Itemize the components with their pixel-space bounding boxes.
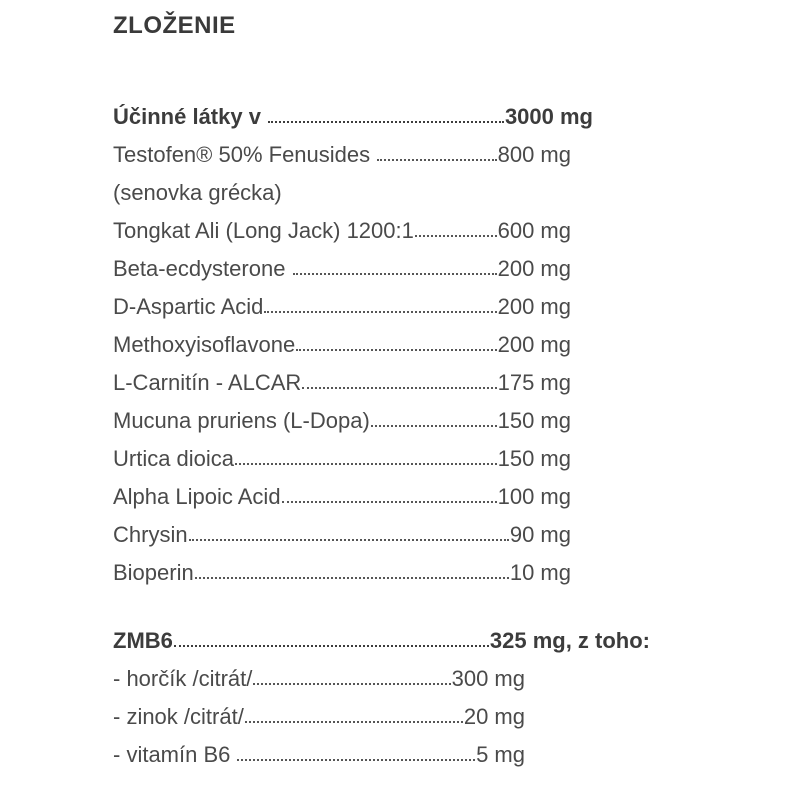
ingredient-amount: 150 mg: [497, 408, 571, 433]
ingredient-amount: 200 mg: [497, 332, 571, 357]
dot-leader: [237, 759, 475, 761]
dot-leader: [245, 721, 463, 723]
ingredient-label: D-Aspartic Acid: [113, 294, 264, 319]
dot-leader: [189, 539, 509, 541]
ingredient-row: [113, 434, 571, 472]
ingredient-amount: 300 mg: [451, 666, 525, 691]
dot-leader: [415, 235, 497, 237]
dot-leader: [235, 463, 497, 465]
ingredient-amount: 325 mg, z toho:: [489, 628, 650, 653]
ingredient-row: [113, 130, 571, 168]
ingredient-row: [113, 396, 571, 434]
ingredient-row: [113, 282, 571, 320]
ingredient-amount: 90 mg: [509, 522, 571, 547]
ingredient-amount: 5 mg: [476, 742, 525, 767]
ingredient-amount: 20 mg: [463, 704, 525, 729]
ingredient-label: Mucuna pruriens (L-Dopa): [113, 408, 370, 433]
dot-leader: [296, 349, 496, 351]
dot-leader: [195, 577, 509, 579]
ingredient-row: [113, 358, 571, 396]
zmb6-section: [113, 616, 650, 768]
ingredient-row: [113, 206, 571, 244]
dot-leader: [371, 425, 497, 427]
dot-leader: [377, 159, 496, 161]
ingredient-row: [113, 548, 571, 586]
ingredient-row: [113, 320, 571, 358]
ingredient-label: - zinok /citrát/: [113, 704, 244, 729]
dot-leader: [174, 645, 489, 647]
ingredient-amount: 3000 mg: [504, 104, 593, 129]
page-title: ZLOŽENIE: [113, 12, 236, 39]
ingredient-row: [113, 168, 571, 206]
ingredient-row: [113, 510, 571, 548]
ingredient-label: L-Carnitín - ALCAR: [113, 370, 302, 395]
ingredient-amount: 100 mg: [497, 484, 571, 509]
ingredient-row: [113, 92, 593, 130]
dot-leader: [302, 387, 496, 389]
ingredient-label: (senovka grécka): [113, 180, 282, 205]
dot-leader: [253, 683, 450, 685]
dot-leader: [268, 121, 504, 123]
ingredient-label: - horčík /citrát/: [113, 666, 253, 691]
ingredient-label: Urtica dioica: [113, 446, 235, 471]
ingredient-amount: 600 mg: [497, 218, 571, 243]
ingredient-label: Methoxyisoflavone: [113, 332, 296, 357]
ingredient-amount: 200 mg: [497, 256, 571, 281]
ingredient-row: [113, 692, 525, 730]
ingredient-label: - vitamín B6: [113, 742, 237, 767]
ingredient-amount: 200 mg: [497, 294, 571, 319]
composition-content: [113, 12, 650, 768]
dot-leader: [282, 501, 497, 503]
ingredient-label: Bioperin: [113, 560, 194, 585]
dot-leader: [264, 311, 496, 313]
ingredient-row: [113, 472, 571, 510]
ingredient-label: ZMB6: [113, 628, 173, 653]
ingredient-row: [113, 244, 571, 282]
ingredient-amount: 150 mg: [497, 446, 571, 471]
ingredient-label: Účinné látky v: [113, 104, 268, 129]
ingredient-label: Tongkat Ali (Long Jack) 1200:1: [113, 218, 414, 243]
dot-leader: [293, 273, 497, 275]
ingredient-label: Alpha Lipoic Acid: [113, 484, 281, 509]
ingredient-row: [113, 654, 525, 692]
ingredient-row: [113, 730, 525, 768]
ingredient-label: Beta-ecdysterone: [113, 256, 292, 281]
ingredient-amount: 10 mg: [509, 560, 571, 585]
ingredient-amount: 175 mg: [497, 370, 571, 395]
ingredient-row: [113, 616, 650, 654]
ingredient-amount: 800 mg: [497, 142, 571, 167]
ingredient-label: Testofen® 50% Fenusides: [113, 142, 377, 167]
active-substances-section: [113, 92, 650, 586]
ingredient-label: Chrysin: [113, 522, 188, 547]
